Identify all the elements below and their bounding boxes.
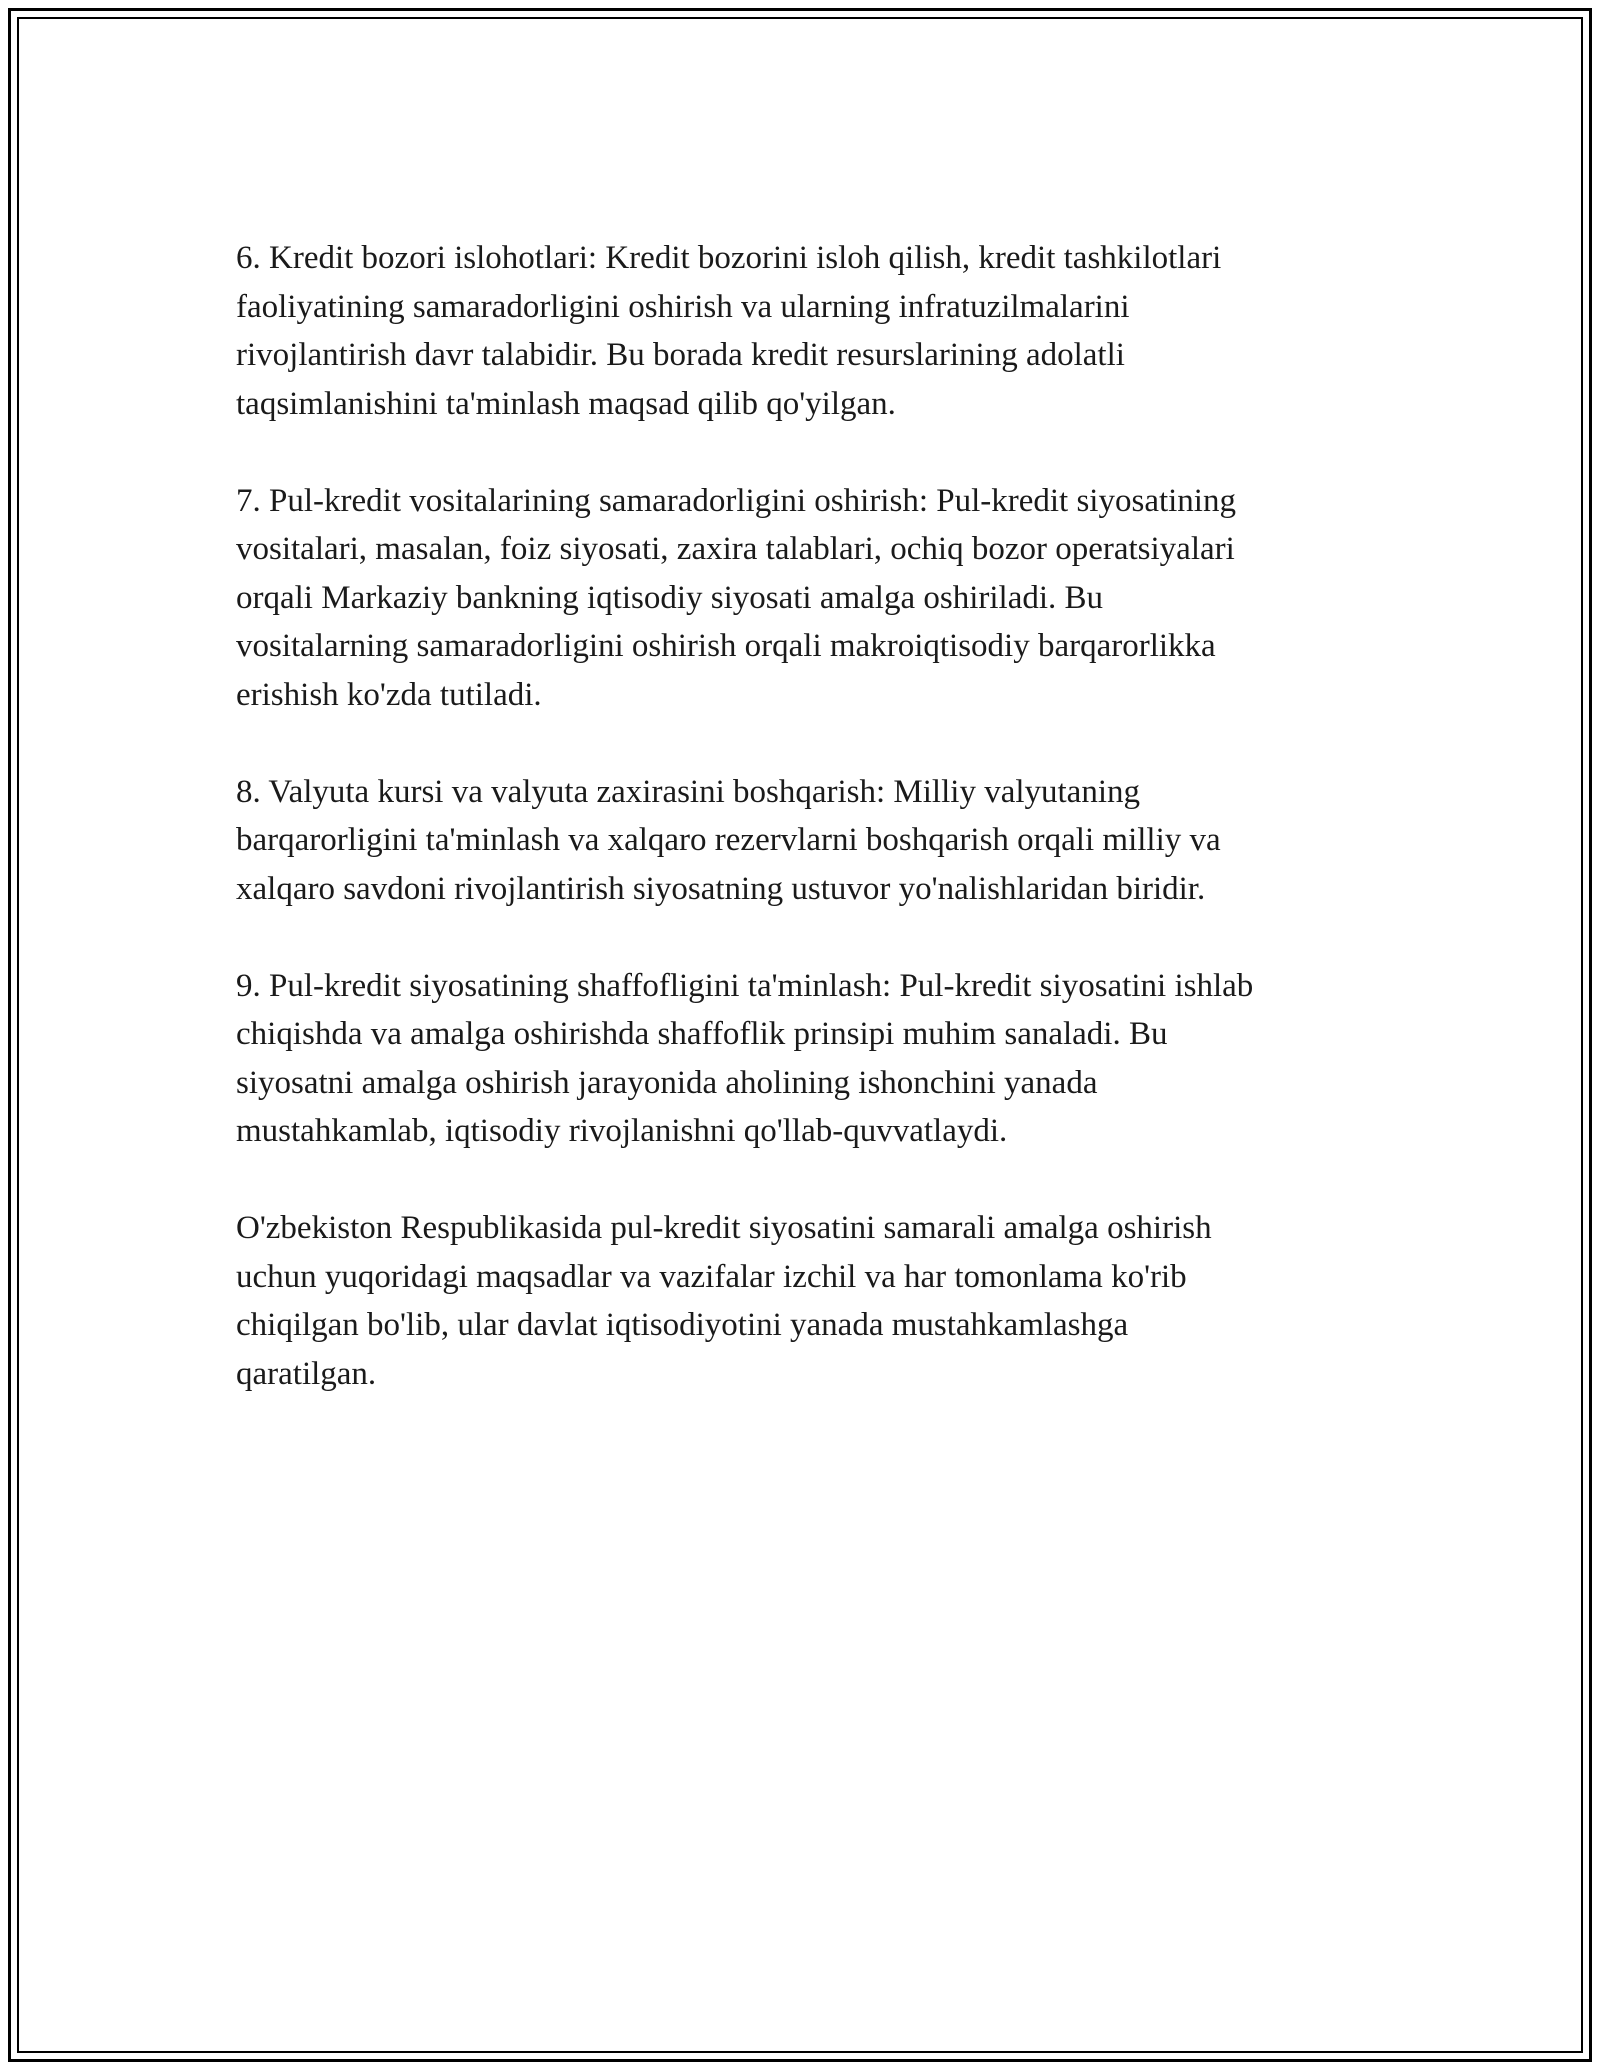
text-line: chiqishda va amalga oshirishda shaffoflik prinsipi muhim sanaladi. Bu	[236, 1016, 1168, 1052]
text-line: O'zbekiston Respublikasida pul-kredit siyosatini samarali amalga oshirish	[236, 1210, 1212, 1246]
text-line: orqali Markaziy bankning iqtisodiy siyosati amalga oshiriladi. Bu	[236, 579, 1104, 616]
text-line: faoliyatining samaradorligini oshirish va ularning infratuzilmalarini	[236, 288, 1130, 325]
document-body	[236, 234, 1386, 1447]
text-line: siyosatni amalga oshirish jarayonida aholining ishonchini yanada	[236, 1064, 1098, 1101]
text-line: uchun yuqoridagi maqsadlar va vazifalar izchil va har tomonlama ko'rib	[236, 1258, 1187, 1295]
text-line: qaratilgan.	[236, 1355, 377, 1392]
text-line: vositalari, masalan, foiz siyosati, zaxira talablari, ochiq bozor operatsiyalari	[236, 531, 1235, 567]
text-line: xalqaro savdoni rivojlantirish siyosatning ustuvor yo'nalishlaridan biridir.	[236, 870, 1206, 907]
text-line: 9. Pul-kredit siyosatining shaffofligini ta'minlash: Pul-kredit siyosatini ishlab	[236, 967, 1254, 1004]
text-line: rivojlantirish davr talabidir. Bu borada kredit resurslarining adolatli	[236, 337, 1125, 373]
paragraph-monetary-instruments	[236, 477, 1386, 720]
text-line: 6. Kredit bozori islohotlari: Kredit bozorini isloh qilish, kredit tashkilotlari	[236, 240, 1222, 276]
text-line: 7. Pul-kredit vositalarining samaradorligini oshirish: Pul-kredit siyosatining	[236, 482, 1236, 519]
text-line: erishish ko'zda tutiladi.	[236, 676, 542, 713]
paragraph-policy-transparency	[236, 962, 1386, 1156]
text-line: barqarorligini ta'minlash va xalqaro rezervlarni boshqarish orqali milliy va	[236, 822, 1221, 858]
text-line: 8. Valyuta kursi va valyuta zaxirasini boshqarish: Milliy valyutaning	[236, 773, 1140, 810]
text-line: mustahkamlab, iqtisodiy rivojlanishni qo'llab-quvvatlaydi.	[236, 1113, 1008, 1149]
text-line: chiqilgan bo'lib, ular davlat iqtisodiyotini yanada mustahkamlashga	[236, 1307, 1129, 1343]
text-line: taqsimlanishini ta'minlash maqsad qilib qo'yilgan.	[236, 385, 896, 422]
paragraph-exchange-rate	[236, 768, 1386, 914]
paragraph-credit-market-reforms	[236, 234, 1386, 428]
paragraph-conclusion	[236, 1204, 1386, 1398]
text-line: vositalarning samaradorligini oshirish orqali makroiqtisodiy barqarorlikka	[236, 628, 1216, 664]
